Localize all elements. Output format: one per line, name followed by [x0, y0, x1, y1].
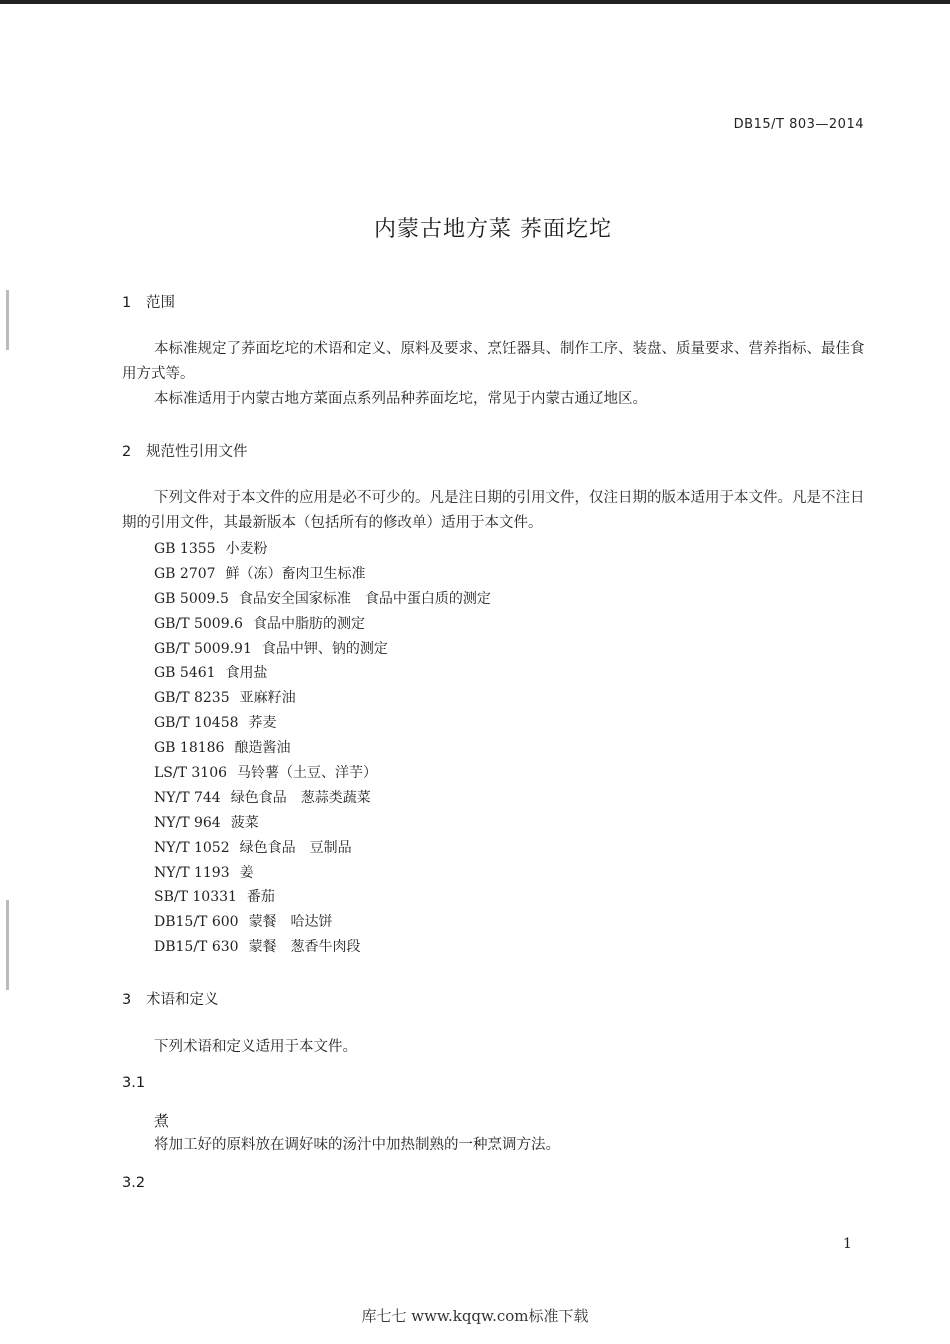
reference-name: 番茄: [246, 889, 275, 906]
term-definition: 将加工好的原料放在调好味的汤汁中加热制熟的一种烹调方法。: [154, 1137, 560, 1153]
reference-item: [154, 861, 491, 886]
reference-item: [154, 686, 491, 711]
reference-code: SB/T 10331: [154, 889, 237, 906]
reference-code: GB 5461: [154, 665, 216, 682]
reference-item: [154, 935, 491, 960]
reference-name: 食品中脂肪的测定: [252, 615, 365, 632]
reference-name: 蒙餐 哈达饼: [248, 914, 333, 931]
reference-name: 鲜（冻）畜肉卫生标准: [225, 565, 366, 582]
download-source-footer: 库七七 www.kqqw.com标准下载: [361, 1307, 589, 1325]
top-border-line: [0, 0, 950, 4]
reference-code: DB15/T 630: [154, 939, 239, 956]
reference-item: [154, 562, 491, 587]
reference-name: 马铃薯（土豆、洋芋）: [237, 765, 378, 782]
reference-name: 蒙餐 葱香牛肉段: [248, 939, 361, 956]
reference-name: 姜: [239, 864, 254, 881]
reference-item: [154, 786, 491, 811]
reference-code: GB 1355: [154, 541, 216, 557]
reference-name: 食品中钾、钠的测定: [261, 640, 388, 657]
reference-code: GB/T 5009.91: [154, 640, 252, 657]
document-title: 内蒙古地方菜 荞面圪坨: [374, 217, 612, 242]
subsection-3-2-number: 3.2: [122, 1175, 146, 1191]
reference-name: 绿色食品 葱蒜类蔬菜: [230, 789, 371, 806]
section-title: 术语和定义: [146, 992, 219, 1008]
section-number: 1: [122, 295, 132, 311]
page-number: 1: [843, 1236, 852, 1252]
reference-code: NY/T 1052: [154, 839, 230, 856]
reference-code: DB15/T 600: [154, 914, 239, 931]
reference-code: GB/T 8235: [154, 690, 230, 707]
reference-code: NY/T 1193: [154, 864, 230, 881]
section-2-heading: [122, 440, 248, 461]
section-title: 规范性引用文件: [146, 444, 248, 460]
reference-code: GB/T 5009.6: [154, 615, 243, 632]
reference-name: 荞麦: [248, 715, 277, 732]
reference-item: [154, 885, 491, 910]
reference-item: [154, 637, 491, 662]
reference-item: [154, 612, 491, 637]
section-3-intro: 下列术语和定义适用于本文件。: [154, 1039, 357, 1055]
section-2-intro: 下列文件对于本文件的应用是必不可少的。凡是注日期的引用文件，仅注日期的版本适用于本文件。凡是不注日期的引用文件，其最新版本（包括所有的修改单）适用于本文件。: [122, 490, 865, 531]
reference-item: [154, 587, 491, 612]
reference-code: GB 2707: [154, 565, 216, 582]
reference-item: [154, 711, 491, 736]
reference-item: [154, 811, 491, 836]
normative-reference-list: [154, 537, 491, 960]
section-1-paragraph-2: 本标准适用于内蒙古地方菜面点系列品种荞面圪坨，常见于内蒙古通辽地区。: [154, 391, 647, 407]
reference-name: 菠菜: [230, 814, 259, 831]
reference-code: NY/T 964: [154, 814, 221, 831]
subsection-3-1-number: 3.1: [122, 1075, 146, 1091]
reference-name: 酿造酱油: [234, 740, 291, 757]
reference-name: 亚麻籽油: [239, 690, 296, 707]
scan-margin-mark: [6, 290, 9, 350]
reference-code: GB 18186: [154, 740, 225, 757]
reference-item: [154, 910, 491, 935]
reference-item: [154, 537, 491, 562]
reference-code: GB 5009.5: [154, 590, 229, 607]
scan-margin-mark: [6, 900, 9, 990]
section-number: 2: [122, 444, 132, 460]
reference-code: GB/T 10458: [154, 715, 239, 732]
reference-name: 绿色食品 豆制品: [239, 839, 352, 856]
term-boil: 煮: [154, 1112, 170, 1130]
reference-item: [154, 836, 491, 861]
standard-code: DB15/T 803—2014: [733, 117, 864, 132]
section-1-heading: [122, 291, 175, 312]
reference-code: NY/T 744: [154, 789, 221, 806]
section-title: 范围: [146, 295, 175, 311]
reference-name: 小麦粉: [225, 541, 268, 557]
reference-item: [154, 736, 491, 761]
section-number: 3: [122, 992, 132, 1008]
reference-name: 食用盐: [225, 665, 268, 682]
reference-code: LS/T 3106: [154, 765, 228, 782]
reference-name: 食品安全国家标准 食品中蛋白质的测定: [238, 590, 491, 607]
section-1-paragraph-1: 本标准规定了荞面圪坨的术语和定义、原料及要求、烹饪器具、制作工序、装盘、质量要求、营养指标、最佳食用方式等。: [122, 341, 865, 382]
reference-item: [154, 761, 491, 786]
section-3-heading: [122, 988, 219, 1009]
reference-item: [154, 661, 491, 686]
